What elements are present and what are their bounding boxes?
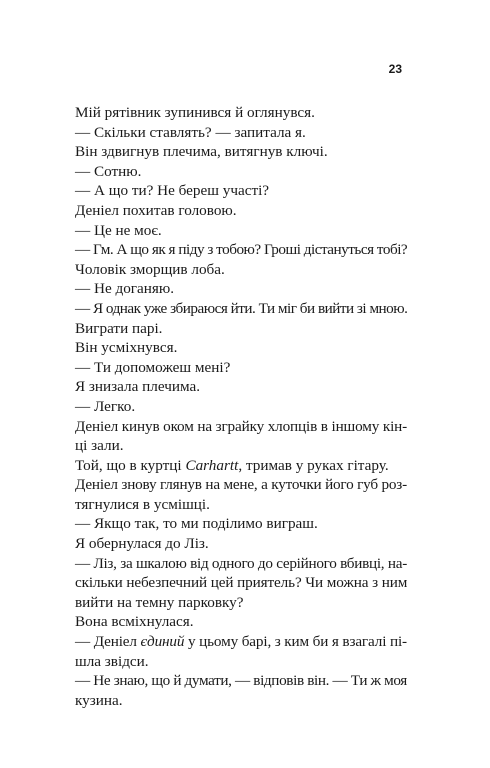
- text-line: — Ти допоможеш мені?: [75, 358, 231, 376]
- text-line: Деніел кинув оком на зграйку хлопців в іншому кін-: [75, 417, 408, 435]
- text-line: Він усміхнувся.: [75, 339, 178, 357]
- text-line: Я знизала плечима.: [75, 378, 201, 396]
- text-line: — Легко.: [75, 397, 136, 415]
- text-line: — Скільки ставлять? — запитала я.: [75, 123, 306, 141]
- text-line: [75, 632, 407, 652]
- text-line: Виграти парі.: [75, 319, 163, 337]
- text-line: [75, 456, 407, 476]
- text-line: Чоловік зморщив лоба.: [75, 260, 225, 278]
- text-line: тягнулися в усмішці.: [75, 495, 210, 513]
- text-fragment: Той, що в куртці: [75, 456, 186, 474]
- text-line: — Не доганяю.: [75, 280, 175, 298]
- text-line: — Якщо так, то ми поділимо виграш.: [75, 515, 318, 533]
- text-line: — Це не моє.: [75, 221, 162, 239]
- page-number: 23: [388, 62, 402, 76]
- text-line: шла звідси.: [75, 652, 149, 670]
- text-line: — Не знаю, що й думати, — відповів він. — Ти ж моя: [75, 672, 407, 690]
- text-line: ці зали.: [75, 437, 124, 455]
- emphasis-word: єдиний: [140, 633, 185, 651]
- text-line: Я обернулася до Ліз.: [75, 535, 209, 553]
- text-line: вийти на темну парковку?: [75, 593, 244, 611]
- text-line: — Ліз, за шкалою від одного до серійного вбивці, на-: [75, 554, 407, 572]
- text-line: — А що ти? Не береш участі?: [75, 182, 270, 200]
- text-line: Він здвигнув плечима, витягнув ключі.: [75, 143, 328, 161]
- text-line: Деніел знову глянув на мене, а куточки його губ роз-: [75, 476, 407, 494]
- body-text: [75, 103, 407, 710]
- text-fragment: , тримав у руках гітару.: [238, 456, 389, 474]
- brand-name: Carhartt: [185, 456, 239, 474]
- text-line: Вона всміхнулася.: [75, 613, 194, 631]
- text-line: скільки небезпечний цей приятель? Чи можна з ним: [75, 574, 408, 592]
- text-line: кузина.: [75, 691, 123, 709]
- text-line: — Гм. А що як я піду з тобою? Гроші дістануться тобі?: [75, 241, 408, 259]
- text-fragment: — Деніел: [75, 633, 141, 651]
- text-line: Деніел похитав головою.: [75, 201, 237, 219]
- text-line: — Я однак уже збираюся йти. Ти міг би вийти зі мною.: [75, 299, 408, 317]
- text-line: — Сотню.: [75, 162, 142, 180]
- text-line: Мій рятівник зупинився й оглянувся.: [75, 104, 315, 121]
- text-fragment: у цьому барі, з ким би я взагалі пі-: [184, 633, 407, 651]
